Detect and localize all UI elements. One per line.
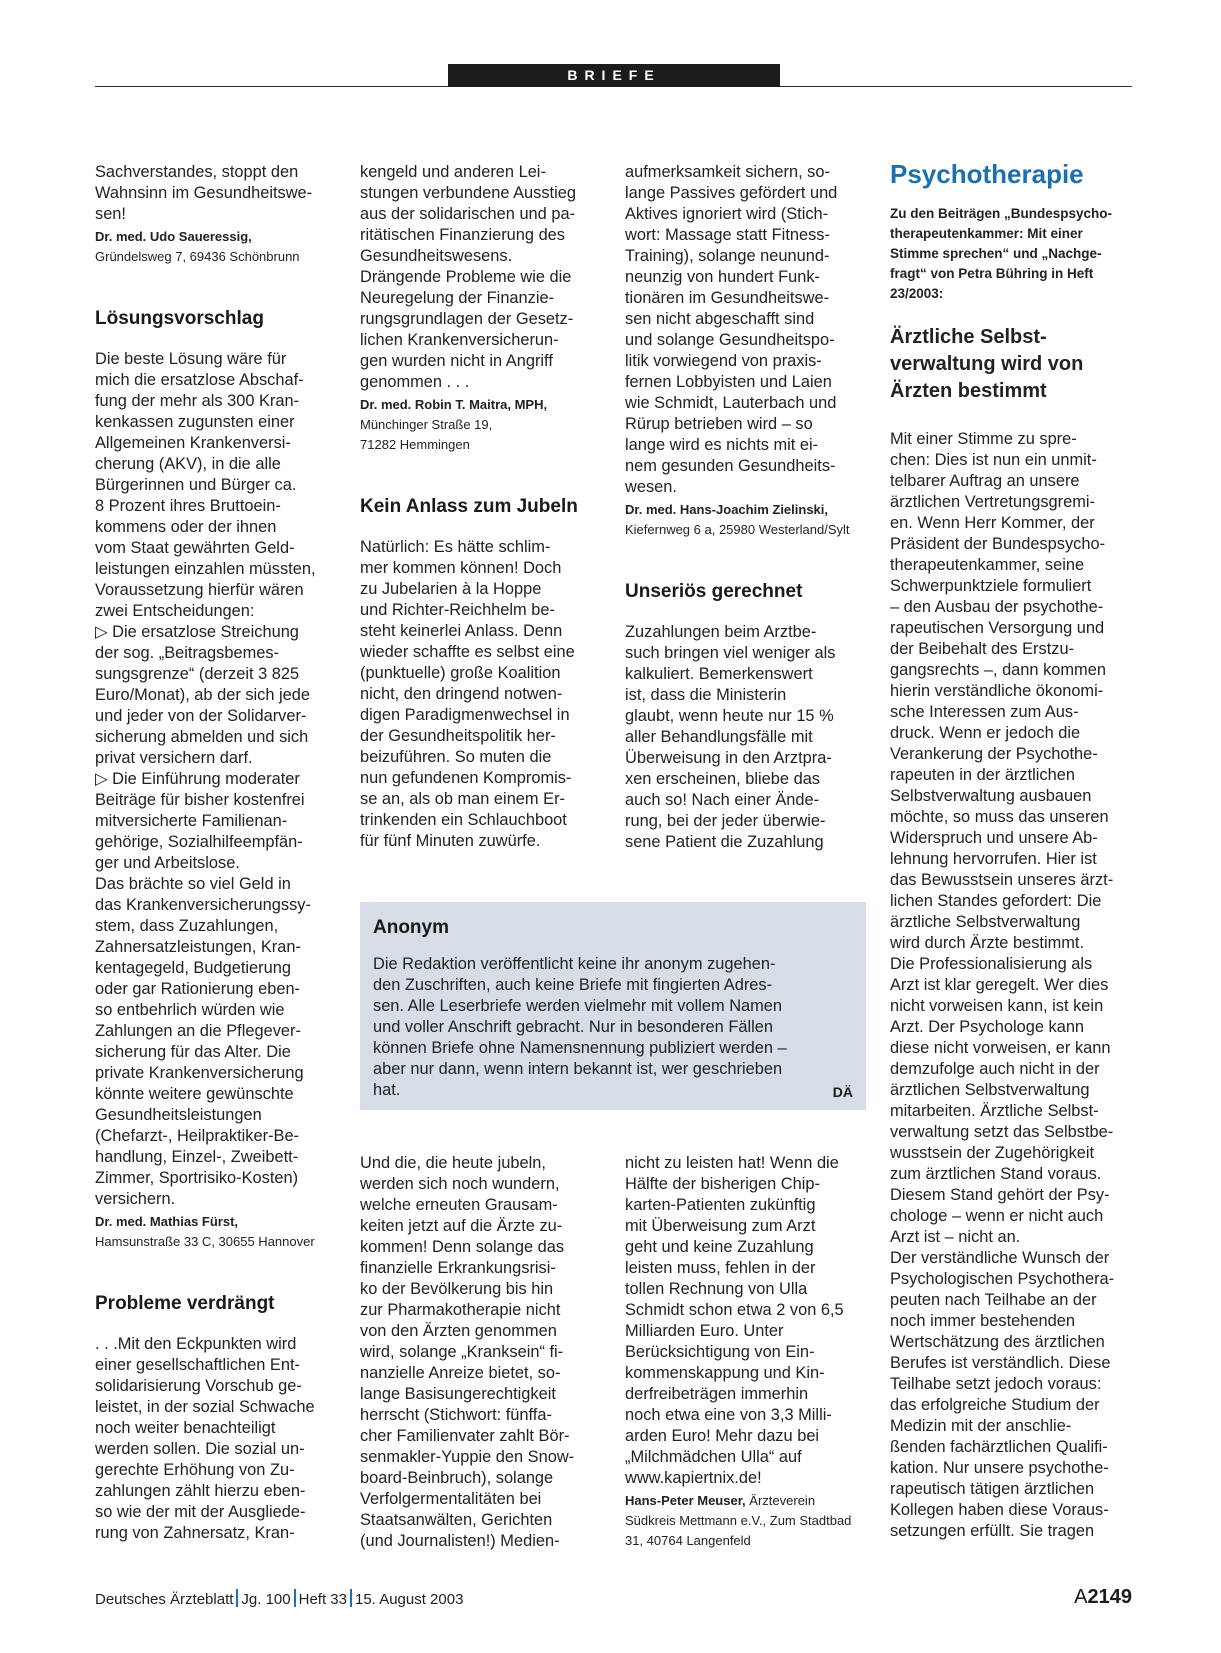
text-line: Das brächte so viel Geld in xyxy=(95,875,291,893)
text-line: verwaltung wird von xyxy=(890,353,1084,375)
text-line: zu Jubelarien à la Hoppe xyxy=(360,580,542,598)
author-name: Dr. med. Mathias Fürst, xyxy=(95,1214,239,1229)
text-line: Staatsanwälten, Gerichten xyxy=(360,1511,553,1529)
column-2-lower xyxy=(360,1153,600,1552)
text-line: verwaltung setzt das Selbstbe- xyxy=(890,1123,1114,1141)
letter-body xyxy=(625,1153,875,1489)
text-block xyxy=(95,162,331,225)
text-line: ger und Arbeitslose. xyxy=(95,854,240,872)
text-line: ist, dass die Ministerin xyxy=(625,686,787,704)
text-line: Euro/Monat), ab der sich jede xyxy=(95,686,311,704)
text-line: Die Redaktion veröffentlicht keine ihr anonym zugehen- xyxy=(373,955,776,973)
text-line: fung der mehr als 300 Kran- xyxy=(95,392,300,410)
box-text xyxy=(373,954,853,1101)
text-line: therapeutenkammer, seine xyxy=(890,556,1085,574)
text-line: noch etwa eine von 3,3 Milli- xyxy=(625,1406,832,1424)
text-line: welche erneuten Grausam- xyxy=(360,1196,558,1214)
text-line: von den Ärzten genommen xyxy=(360,1322,557,1340)
text-line: Stimme sprechen“ und „Nachge- xyxy=(890,246,1102,261)
text-line: Widerspruch und unsere Ab- xyxy=(890,829,1098,847)
text-line: kengeld und anderen Lei- xyxy=(360,163,546,181)
text-line: ko der Bevölkerung bis hin xyxy=(360,1280,554,1298)
text-line: therapeutenkammer: Mit einer xyxy=(890,226,1083,241)
author-name: Dr. med. Hans-Joachim Zielinski, xyxy=(625,502,829,517)
text-line: Ärztliche Selbst- xyxy=(890,326,1047,348)
text-line: Natürlich: Es hätte schlim- xyxy=(360,538,551,556)
text-line: das Krankenversicherungssy- xyxy=(95,896,311,914)
journal-name: Deutsches Ärzteblatt xyxy=(95,1591,234,1608)
text-line: rapeutisch tätigen ärztlichen xyxy=(890,1480,1095,1498)
text-line: gerechte Erhöhung von Zu- xyxy=(95,1461,295,1479)
text-line: (und Journalisten!) Medien- xyxy=(360,1532,560,1550)
text-line: chen: Dies ist nun ein unmit- xyxy=(890,451,1097,469)
issue-date: 15. August 2003 xyxy=(355,1591,464,1608)
text-line: der Gesundheitspolitik her- xyxy=(360,727,556,745)
text-line: nicht vorweisen kann, ist kein xyxy=(890,997,1104,1015)
letter-body xyxy=(625,622,870,853)
text-line: keiten jetzt auf die Ärzte zu- xyxy=(360,1217,563,1235)
text-line: Schwerpunktziele formuliert xyxy=(890,577,1092,595)
letter-body xyxy=(95,1334,331,1544)
text-line: Medizin mit der anschlie- xyxy=(890,1417,1072,1435)
text-line: Selbstverwaltung ausbauen xyxy=(890,787,1092,805)
text-line: leistet, in der sozial Schwache xyxy=(95,1398,315,1416)
text-line: sen nicht abgeschafft sind xyxy=(625,310,815,328)
page-number-value: 2149 xyxy=(1087,1586,1132,1608)
text-line: versichern. xyxy=(95,1190,176,1208)
letter-body xyxy=(360,1153,600,1552)
text-line: fragt“ von Petra Bühring in Heft xyxy=(890,266,1094,281)
text-line: Zahlungen an die Pflegever- xyxy=(95,1022,301,1040)
text-line: ärztliche Selbstverwaltung xyxy=(890,913,1081,931)
author-address xyxy=(360,415,600,455)
text-line: und voller Anschrift gebracht. Nur in besonderen Fällen xyxy=(373,1018,773,1036)
text-line: Voraussetzung hierfür wären xyxy=(95,581,304,599)
text-line: wort: Massage statt Fitness- xyxy=(625,226,830,244)
text-line: sen. Alle Leserbriefe werden vielmehr mit vollem Namen xyxy=(373,997,783,1015)
text-line: aus der solidarischen und pa- xyxy=(360,205,576,223)
anonym-notice-box xyxy=(360,902,866,1110)
text-line: „Milchmädchen Ulla“ auf xyxy=(625,1448,802,1466)
text-line: rung, bei der jeder überwie- xyxy=(625,812,826,830)
text-line: ärztlichen Vertretungsgremi- xyxy=(890,493,1095,511)
text-line: hat. xyxy=(373,1081,401,1099)
address-line: 31, 40764 Langenfeld xyxy=(625,1533,751,1548)
text-line: gehörige, Sozialhilfeempfän- xyxy=(95,833,303,851)
text-line: mitversicherte Familienan- xyxy=(95,812,288,830)
text-line: so wie der mit der Ausgliede- xyxy=(95,1503,306,1521)
text-line: Psychologischen Psychothera- xyxy=(890,1270,1115,1288)
text-line: Verankerung der Psychothe- xyxy=(890,745,1098,763)
text-line: Beiträge für bisher kostenfrei xyxy=(95,791,305,809)
letter-body xyxy=(360,162,600,393)
text-line: leisten muss, fehlen in der xyxy=(625,1259,816,1277)
box-title: Anonym xyxy=(373,917,449,938)
text-line: sche Interessen zum Aus- xyxy=(890,703,1079,721)
author-address: Kiefernweg 6 a, 25980 Westerland/Sylt xyxy=(625,522,850,537)
text-line: Zimmer, Sportrisiko-Kosten) xyxy=(95,1169,299,1187)
text-line: litik vorwiegend von praxis- xyxy=(625,352,822,370)
text-line: lehnung hervorrufen. Hier ist xyxy=(890,850,1097,868)
text-line: kenkassen zugunsten einer xyxy=(95,413,295,431)
text-line: nanzielle Anreize bietet, so- xyxy=(360,1364,561,1382)
text-line: Kollegen haben diese Voraus- xyxy=(890,1501,1109,1519)
text-line: Rürup betrieben wird – so xyxy=(625,415,813,433)
text-line: geht und keine Zuzahlung xyxy=(625,1238,814,1256)
text-line: aller Behandlungsfälle mit xyxy=(625,728,813,746)
text-line: nun gefundenen Kompromis- xyxy=(360,769,572,787)
text-line: genommen . . . xyxy=(360,373,470,391)
text-line: Arzt ist klar geregelt. Wer dies xyxy=(890,976,1109,994)
text-line: Hälfte der bisherigen Chip- xyxy=(625,1175,820,1193)
text-line: trinkenden ein Schlauchboot xyxy=(360,811,567,829)
text-line: se an, als ob man einem Er- xyxy=(360,790,565,808)
text-line: 71282 Hemmingen xyxy=(360,437,470,452)
text-line: kentagegeld, Budgetierung xyxy=(95,959,291,977)
text-line: sene Patient die Zuzahlung xyxy=(625,833,824,851)
text-line: auch so! Nach einer Ände- xyxy=(625,791,820,809)
text-line: Wahnsinn im Gesundheitswe- xyxy=(95,184,313,202)
text-line: Zu den Beiträgen „Bundespsycho- xyxy=(890,206,1113,221)
text-line: aber nur dann, wenn intern bekannt ist, wer geschrieben xyxy=(373,1060,783,1078)
text-line: Teilhabe setzt jedoch voraus: xyxy=(890,1375,1102,1393)
text-line: werden sollen. Die sozial un- xyxy=(95,1440,305,1458)
column-3-lower xyxy=(625,1153,875,1551)
column-1 xyxy=(95,162,331,1544)
text-line: digen Paradigmenwechsel in xyxy=(360,706,570,724)
text-line: demzufolge auch nicht in der xyxy=(890,1060,1100,1078)
text-line: cher Familienvater zahlt Bör- xyxy=(360,1427,570,1445)
text-line: nicht, den dringend notwen- xyxy=(360,685,563,703)
text-line: solidarisierung Vorschub ge- xyxy=(95,1377,302,1395)
text-line: fernen Lobbyisten und Laien xyxy=(625,373,832,391)
text-line: mitarbeiten. Ärztliche Selbst- xyxy=(890,1102,1099,1120)
text-line: Aktives ignoriert wird (Stich- xyxy=(625,205,829,223)
text-line: herrscht (Stichwort: fünffa- xyxy=(360,1406,552,1424)
text-line: der sog. „Beitragsbemes- xyxy=(95,644,280,662)
text-line: sen! xyxy=(95,205,126,223)
text-line: Mit einer Stimme zu spre- xyxy=(890,430,1077,448)
text-line: board-Beinbruch), solange xyxy=(360,1469,554,1487)
text-line: Allgemeinen Krankenversi- xyxy=(95,434,291,452)
text-line: wird durch Ärzte bestimmt. xyxy=(890,934,1085,952)
text-line: nem gesunden Gesundheits- xyxy=(625,457,836,475)
issue: Heft 33 xyxy=(298,1591,347,1608)
text-line: ▷ Die Einführung moderater xyxy=(95,770,300,788)
text-line: Berufes ist verständlich. Diese xyxy=(890,1354,1111,1372)
text-line: und Richter-Reichhelm be- xyxy=(360,601,555,619)
text-line: oder gar Rationierung eben- xyxy=(95,980,301,998)
text-line: kation. Nur unsere psychothe- xyxy=(890,1459,1109,1477)
text-line: Berücksichtigung von Ein- xyxy=(625,1343,815,1361)
text-line: leistungen einzahlen müssten, xyxy=(95,560,316,578)
text-line: arden Euro! Mehr dazu bei xyxy=(625,1427,820,1445)
text-line: ritätischen Finanzierung des xyxy=(360,226,565,244)
text-line: wieder schaffte es selbst eine xyxy=(360,643,575,661)
text-line: Wertschätzung des ärztlichen xyxy=(890,1333,1105,1351)
text-line: www.kapiertnix.de! xyxy=(625,1469,762,1487)
page-prefix: A xyxy=(1074,1586,1088,1608)
text-line: ärztlichen Selbstverwaltung xyxy=(890,1081,1090,1099)
text-line: druck. Wenn er jedoch die xyxy=(890,724,1081,742)
text-line: lichen Krankenversicherun- xyxy=(360,331,559,349)
letter-heading: Unseriös gerechnet xyxy=(625,581,803,602)
text-line: einer gesellschaftlichen Ent- xyxy=(95,1356,300,1374)
text-line: zur Pharmakotherapie nicht xyxy=(360,1301,561,1319)
text-line: Drängende Probleme wie die xyxy=(360,268,572,286)
letter-body xyxy=(625,162,870,498)
column-3 xyxy=(625,162,870,853)
author-name: Dr. med. Udo Saueressig, xyxy=(95,229,252,244)
text-line: zum ärztlichen Stand voraus. xyxy=(890,1165,1102,1183)
text-line: Milliarden Euro. Unter xyxy=(625,1322,784,1340)
column-2 xyxy=(360,162,600,852)
text-line: handlung, Einzel-, Zweibett- xyxy=(95,1148,299,1166)
text-line: gangsrechts –, dann kommen xyxy=(890,661,1106,679)
text-line: steht keinerlei Anlass. Denn xyxy=(360,622,563,640)
author-address: Hamsunstraße 33 C, 30655 Hannover xyxy=(95,1234,315,1249)
text-line: zwei Entscheidungen: xyxy=(95,602,255,620)
author-name: Hans-Peter Meuser, xyxy=(625,1493,746,1508)
author-address xyxy=(625,1511,875,1551)
letter-body xyxy=(95,349,331,1210)
text-line: rapeutischen Versorgung und xyxy=(890,619,1105,637)
letter-body xyxy=(360,537,600,852)
text-line: kommen! Denn solange das xyxy=(360,1238,565,1256)
text-line: 23/2003: xyxy=(890,286,944,301)
letter-heading: Lösungsvorschlag xyxy=(95,308,264,329)
footer-separator xyxy=(236,1589,238,1607)
author-address: Gründelsweg 7, 69436 Schönbrunn xyxy=(95,249,300,264)
text-line: sicherung abmelden und sich xyxy=(95,728,309,746)
text-line: tionären im Gesundheitswe- xyxy=(625,289,830,307)
text-line: Und die, die heute jubeln, xyxy=(360,1154,546,1172)
text-line: finanzielle Erkrankungsrisi- xyxy=(360,1259,556,1277)
text-line: werden sich noch wundern, xyxy=(360,1175,560,1193)
column-4 xyxy=(890,158,1135,1542)
text-line: den Zuschriften, auch keine Briefe mit fingierten Adres- xyxy=(373,976,773,994)
text-line: rungsgrundlagen der Gesetz- xyxy=(360,310,574,328)
letter-heading xyxy=(890,324,1135,405)
text-line: Gesundheitswesens. xyxy=(360,247,513,265)
page-number xyxy=(1074,1586,1132,1609)
address-line: Südkreis Mettmann e.V., Zum Stadtbad xyxy=(625,1513,852,1528)
text-line: kommenskappung und Kin- xyxy=(625,1364,825,1382)
text-line: karten-Patienten zukünftig xyxy=(625,1196,816,1214)
text-line: Die Professionalisierung als xyxy=(890,955,1093,973)
text-line: diese nicht vorweisen, er kann xyxy=(890,1039,1111,1057)
text-line: lange Basisungerechtigkeit xyxy=(360,1385,556,1403)
text-line: Verfolgermentalitäten bei xyxy=(360,1490,542,1508)
text-line: und solange Gesundheitspo- xyxy=(625,331,835,349)
letter-heading: Kein Anlass zum Jubeln xyxy=(360,496,578,517)
text-line: Diesem Stand gehört der Psy- xyxy=(890,1186,1110,1204)
author-line xyxy=(625,1491,875,1511)
text-line: so entbehrlich würden wie xyxy=(95,1001,285,1019)
text-line: ßenden fachärztlichen Qualifi- xyxy=(890,1438,1108,1456)
text-line: zahlungen zählt hierzu eben- xyxy=(95,1482,306,1500)
text-line: Der verständliche Wunsch der xyxy=(890,1249,1110,1267)
text-line: such bringen viel weniger als xyxy=(625,644,836,662)
text-line: für fünf Minuten zuwürfe. xyxy=(360,832,541,850)
text-line: lichen Standes gefordert: Die xyxy=(890,892,1102,910)
text-line: Neuregelung der Finanzie- xyxy=(360,289,555,307)
text-line: und jeder von der Solidarver- xyxy=(95,707,307,725)
text-line: nicht zu leisten hat! Wenn die xyxy=(625,1154,839,1172)
text-line: mich die ersatzlose Abschaf- xyxy=(95,371,304,389)
text-line: wusstsein der Zugehörigkeit xyxy=(890,1144,1095,1162)
text-line: gen wurden nicht in Angriff xyxy=(360,352,553,370)
author-address-first: Ärzteverein xyxy=(749,1493,816,1508)
text-line: Bürgerinnen und Bürger ca. xyxy=(95,476,297,494)
text-line: senmakler-Yuppie den Snow- xyxy=(360,1448,575,1466)
text-line: Arzt ist – nicht an. xyxy=(890,1228,1021,1246)
letter-body xyxy=(890,429,1135,1542)
text-line: wird, solange „Kranksein“ fi- xyxy=(360,1343,564,1361)
text-line: lange wird es nichts mit ei- xyxy=(625,436,819,454)
text-line: beizuführen. So muten die xyxy=(360,748,552,766)
text-line: (Chefarzt-, Heilpraktiker-Be- xyxy=(95,1127,300,1145)
footer-separator xyxy=(350,1589,352,1607)
text-line: hierin verständliche ökonomi- xyxy=(890,682,1104,700)
text-line: lange Passives gefördert und xyxy=(625,184,838,202)
text-line: mit Überweisung zum Arzt xyxy=(625,1217,816,1235)
text-line: Münchinger Straße 19, xyxy=(360,417,493,432)
text-line: Ärzten bestimmt xyxy=(890,380,1047,402)
text-line: – den Ausbau der psychothe- xyxy=(890,598,1104,616)
text-line: wie Schmidt, Lauterbach und xyxy=(625,394,837,412)
text-line: derfreibeträgen immerhin xyxy=(625,1385,809,1403)
text-line: sungsgrenze“ (derzeit 3 825 xyxy=(95,665,300,683)
footer-separator xyxy=(294,1589,296,1607)
text-line: private Krankenversicherung xyxy=(95,1064,304,1082)
article-reference xyxy=(890,204,1135,304)
text-line: das Bewusstsein unseres ärzt- xyxy=(890,871,1114,889)
text-line: das erfolgreiche Studium der xyxy=(890,1396,1100,1414)
text-line: sicherung für das Alter. Die xyxy=(95,1043,291,1061)
text-line: setzungen erfüllt. Sie tragen xyxy=(890,1522,1095,1540)
text-line: Zuzahlungen beim Arztbe- xyxy=(625,623,817,641)
text-line: wesen. xyxy=(625,478,677,496)
text-line: rapeuten in der ärztlichen xyxy=(890,766,1075,784)
text-line: vom Staat gewährten Geld- xyxy=(95,539,295,557)
text-line: stungen verbundene Ausstieg xyxy=(360,184,576,202)
footer xyxy=(95,1589,463,1608)
text-line: 8 Prozent ihres Bruttoein- xyxy=(95,497,281,515)
text-line: . . .Mit den Eckpunkten wird xyxy=(95,1335,297,1353)
text-line: können Briefe ohne Namensnennung publiziert werden – xyxy=(373,1039,787,1057)
text-line: noch weiter benachteiligt xyxy=(95,1419,276,1437)
text-line: privat versichern darf. xyxy=(95,749,253,767)
box-signature: DÄ xyxy=(832,1084,853,1100)
text-line: ▷ Die ersatzlose Streichung xyxy=(95,623,299,641)
text-line: noch immer bestehenden xyxy=(890,1312,1075,1330)
text-line: Gesundheitsleistungen xyxy=(95,1106,262,1124)
text-line: könnte weitere gewünschte xyxy=(95,1085,294,1103)
text-line: chologe – wenn er nicht auch xyxy=(890,1207,1104,1225)
text-line: xen erscheinen, bliebe das xyxy=(625,770,820,788)
section-label: BRIEFE xyxy=(448,64,780,87)
text-line: möchte, so muss das unseren xyxy=(890,808,1109,826)
text-line: Überweisung in den Arztpra- xyxy=(625,749,832,767)
section-title: Psychotherapie xyxy=(890,159,1084,189)
author-name: Dr. med. Robin T. Maitra, MPH, xyxy=(360,397,548,412)
text-line: Sachverstandes, stoppt den xyxy=(95,163,299,181)
letter-heading: Probleme verdrängt xyxy=(95,1293,275,1314)
text-line: Zahnersatzleistungen, Kran- xyxy=(95,938,301,956)
text-line: Arzt. Der Psychologe kann xyxy=(890,1018,1085,1036)
text-line: neunzig von hundert Funk- xyxy=(625,268,820,286)
text-line: peuten nach Teilhabe an der xyxy=(890,1291,1097,1309)
text-line: Die beste Lösung wäre für xyxy=(95,350,287,368)
text-line: Schmidt schon etwa 2 von 6,5 xyxy=(625,1301,844,1319)
text-line: cherung (AKV), in die alle xyxy=(95,455,281,473)
text-line: tollen Rechnung von Ulla xyxy=(625,1280,808,1298)
text-line: glaubt, wenn heute nur 15 % xyxy=(625,707,834,725)
text-line: (punktuelle) große Koalition xyxy=(360,664,561,682)
text-line: en. Wenn Herr Kommer, der xyxy=(890,514,1095,532)
text-line: der Beibehalt des Erstzu- xyxy=(890,640,1075,658)
volume: Jg. 100 xyxy=(241,1591,291,1608)
text-line: rung von Zahnersatz, Kran- xyxy=(95,1524,295,1542)
text-line: mer kommen können! Doch xyxy=(360,559,562,577)
text-line: kalkuliert. Bemerkenswert xyxy=(625,665,813,683)
text-line: aufmerksamkeit sichern, so- xyxy=(625,163,830,181)
text-line: stem, dass Zuzahlungen, xyxy=(95,917,279,935)
text-line: Training), solange neunund- xyxy=(625,247,830,265)
text-line: telbarer Auftrag an unsere xyxy=(890,472,1080,490)
text-line: Präsident der Bundespsycho- xyxy=(890,535,1106,553)
text-line: kommens oder der ihnen xyxy=(95,518,277,536)
